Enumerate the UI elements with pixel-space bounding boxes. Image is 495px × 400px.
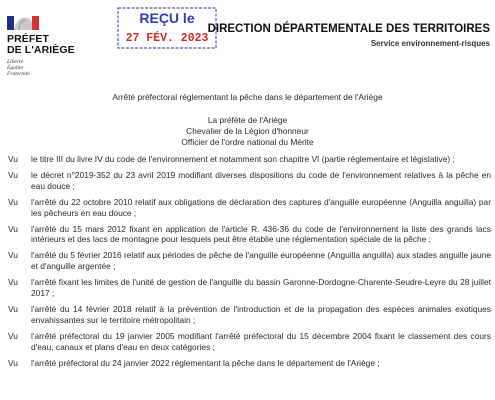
service-name: Service environnement-risques: [370, 39, 490, 48]
prefect-title-line: Chevalier de la Légion d'honneur: [186, 126, 309, 136]
citation-keyword: Vu: [8, 196, 18, 207]
received-stamp-graphic: [117, 7, 217, 49]
citation-item: [8, 277, 491, 299]
prefect-title-line: La préfète de l'Ariège: [207, 115, 288, 125]
citation-keyword: Vu: [8, 303, 18, 314]
prefecture-logo: [7, 16, 97, 78]
citation-keyword: Vu: [8, 277, 18, 288]
citation-keyword: Vu: [8, 169, 18, 180]
motto-fraternite: Fraternité: [7, 71, 30, 78]
citation-item: [8, 250, 491, 272]
citation-item: [8, 304, 491, 326]
marianne-emblem: [7, 16, 39, 30]
prefecture-name: [7, 34, 97, 56]
citation-text: l'arrêté préfectoral du 19 janvier 2005 modifiant l'arrêté préfectoral du 15 décembre 2004 fixant le classement des cours d'eau, canaux et plans d'eau en deux catégories ;: [31, 330, 491, 352]
motto-egalite: Égalité: [7, 65, 23, 72]
prefecture-name-line-2: DE L'ARIÈGE: [7, 44, 75, 56]
received-stamp: [117, 7, 217, 49]
citation-item: [8, 197, 491, 219]
citation-item: [8, 154, 491, 165]
citation-text: l'arrêté du 14 février 2018 relatif à la prévention de l'introduction et de la propagation des espèces animales exotiques envahissantes sur le territoire métropolitain ;: [31, 303, 491, 325]
republic-motto: [7, 59, 97, 78]
stamp-label: REÇU le: [139, 10, 195, 26]
citation-item: [8, 224, 491, 246]
citation-item: [8, 170, 491, 192]
prefecture-name-line-1: PRÉFET: [7, 33, 50, 45]
citation-keyword: Vu: [8, 250, 18, 261]
citation-text: le décret n°2019-352 du 23 avril 2019 modifiant diverses dispositions du code de l'environnement relatives à la pêche en eau douce ;: [31, 169, 491, 191]
citation-text: le titre III du livre IV du code de l'environnement et notamment son chapitre VI (partie réglementaire et législative) ;: [31, 154, 455, 164]
citations-list: [8, 154, 491, 374]
citation-text: l'arrêté préfectoral du 24 janvier 2022 réglementant la pêche dans le département de l'Ariège ;: [31, 357, 380, 368]
direction-title: DIRECTION DÉPARTEMENTALE DES TERRITOIRES: [207, 23, 490, 35]
citation-keyword: Vu: [8, 357, 18, 368]
prefect-title-line: Officier de l'ordre national du Mérite: [181, 137, 314, 147]
citation-item: [8, 358, 491, 369]
citation-text: l'arrêté du 5 février 2016 relatif aux périodes de pêche de l'anguille européenne (Anguilla anguilla) aux stades anguille jaune et d'anguille argentée ;: [31, 250, 491, 272]
citation-keyword: Vu: [8, 223, 18, 234]
citation-text: l'arrêté du 15 mars 2012 fixant en application de l'article R. 436-36 du code de l'environnement la liste des grands lacs intérieurs et des lacs de montagne pour lesquels peut être établie une réglementation spéciale de la pêche ;: [31, 223, 491, 245]
citation-text: l'arrêté fixant les limites de l'unité de gestion de l'anguille du bassin Garonne-Dordogne-Charente-Seudre-Leyre du 28 juillet 2017 ;: [31, 277, 491, 299]
citation-keyword: Vu: [8, 154, 18, 164]
stamp-date: 27 FÉV. 2023: [125, 32, 209, 45]
decree-title: Arrêté préfectoral réglementant la pêche dans le département de l'Ariège: [112, 92, 383, 102]
direction-header: [208, 22, 490, 50]
citation-keyword: Vu: [8, 330, 18, 341]
citation-text: l'arrêté du 22 octobre 2010 relatif aux obligations de déclaration des captures d'anguille européenne (Anguilla anguilla) par les pêcheurs en eau douce ;: [31, 196, 491, 218]
citation-item: [8, 331, 491, 353]
prefect-titles: [0, 115, 495, 148]
motto-liberte: Liberté: [7, 59, 23, 65]
